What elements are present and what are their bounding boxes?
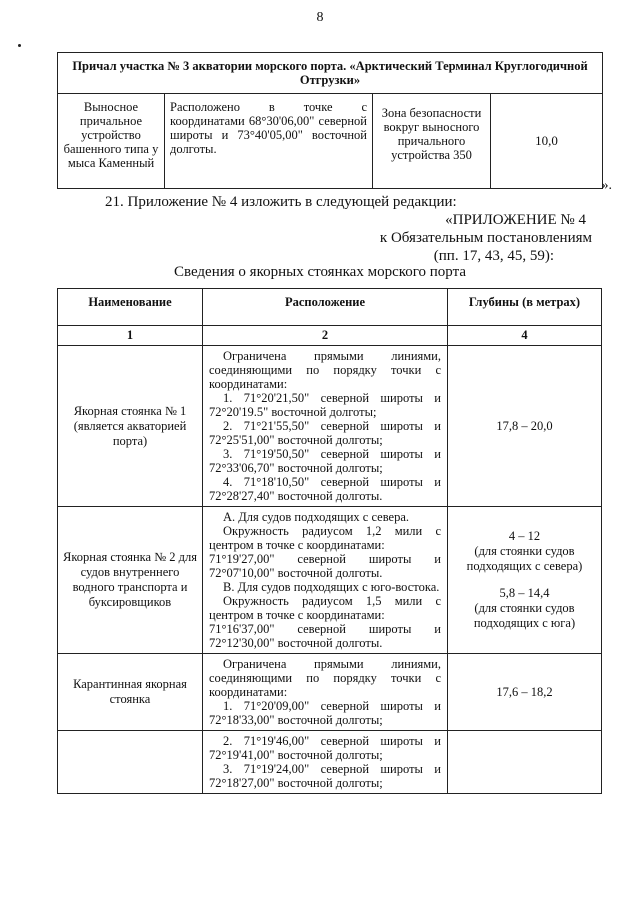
pier-name: Выносное причальное устройство башенного типа у мыса Каменный [58,94,165,189]
table-row [58,94,603,189]
location-line: Ограничена прямыми линиями, соединяющими по порядку точки с координатами: [209,349,441,391]
table-row [58,731,602,794]
pier-table-header: Причал участка № 3 акватории морского порта. «Арктический Терминал Круглогодичной Отгрузки» [58,53,603,94]
anchorage-name [58,731,203,794]
location-line: А. Для судов подходящих с севера. [223,510,410,524]
anchorage-depth: 17,8 – 20,0 [448,346,602,507]
column-number: 2 [203,326,448,346]
column-number-row [58,326,602,346]
location-line: 3. 71°19'50,50" северной широты и 72°33'06,70" восточной долготы; [209,447,441,475]
pier-table [57,52,603,189]
header-location: Расположение [203,289,448,326]
table-row [58,654,602,731]
anchorage-name: Карантинная якорная стоянка [58,654,203,731]
depth-north: 4 – 12 [508,529,541,543]
anchorage-location [203,346,448,507]
paragraph-21: 21. Приложение № 4 изложить в следующей редакции: [105,194,457,210]
header-depth: Глубины (в метрах) [448,289,602,326]
anchorage-depth [448,507,602,654]
header-name: Наименование [58,289,203,326]
location-line: Окружность радиусом 1,5 мили с центром в точке с координатами: [209,594,441,622]
location-line: 1. 71°20'09,00" северной широты и 72°18'33,00" восточной долготы; [209,699,441,727]
pier-zone: Зона безопасности вокруг выносного причального устройства 350 [373,94,491,189]
location-line: Ограничена прямыми линиями, соединяющими по порядку точки с координатами: [209,657,441,699]
appendix-paragraphs: (пп. 17, 43, 45, 59): [433,248,554,264]
location-line: 3. 71°19'24,00" северной широты и 72°18'27,00" восточной долготы; [209,762,441,790]
location-line: 71°16'37,00" северной широты и 72°12'30,00" восточной долготы. [209,622,441,650]
table-row [58,507,602,654]
anchorage-table-title: Сведения о якорных стоянках морского порта [173,264,467,280]
anchorage-name: Якорная стоянка № 1 (является акваторией порта) [58,346,203,507]
anchorage-location [203,654,448,731]
location-line: 2. 71°19'46,00" северной широты и 72°19'41,00" восточной долготы; [209,734,441,762]
header-row [58,289,602,326]
anchorage-depth [448,731,602,794]
depth-south: 5,8 – 14,4 [499,586,550,600]
column-number: 4 [448,326,602,346]
anchorage-depth: 17,6 – 18,2 [448,654,602,731]
column-number: 1 [58,326,203,346]
depth-north-note: (для стоянки судов подходящих с севера) [466,544,583,573]
depth-south-note: (для стоянки судов подходящих с юга) [473,601,576,630]
anchorage-location [203,507,448,654]
page-number: 8 [316,10,324,25]
anchorage-name: Якорная стоянка № 2 для судов внутреннего водного транспорта и буксировщиков [58,507,203,654]
table-row [58,346,602,507]
appendix-title: «ПРИЛОЖЕНИЕ № 4 [445,212,586,228]
location-line: 2. 71°21'55,50" северной широты и 72°25'51,00" восточной долготы; [209,419,441,447]
anchorage-table [57,288,602,794]
pier-depth: 10,0 [491,94,603,189]
closing-quote: ». [601,178,612,193]
pier-location: Расположено в точке с координатами 68°30'06,00" северной широты и 73°40'05,00" восточной долготы. [165,94,373,189]
location-line: Окружность радиусом 1,2 мили с центром в точке с координатами: [209,524,441,552]
location-line: 1. 71°20'21,50" северной широты и 72°20'19.5" восточной долготы; [209,391,441,419]
location-line: 71°19'27,00" северной широты и 72°07'10,00" восточной долготы. [209,552,441,580]
appendix-reference: к Обязательным постановлениям [379,230,592,246]
location-line: 4. 71°18'10,50" северной широты и 72°28'27,40" восточной долготы. [209,475,441,503]
anchorage-location [203,731,448,794]
location-line: В. Для судов подходящих с юго-востока. [223,580,440,594]
scan-dot [18,44,21,47]
